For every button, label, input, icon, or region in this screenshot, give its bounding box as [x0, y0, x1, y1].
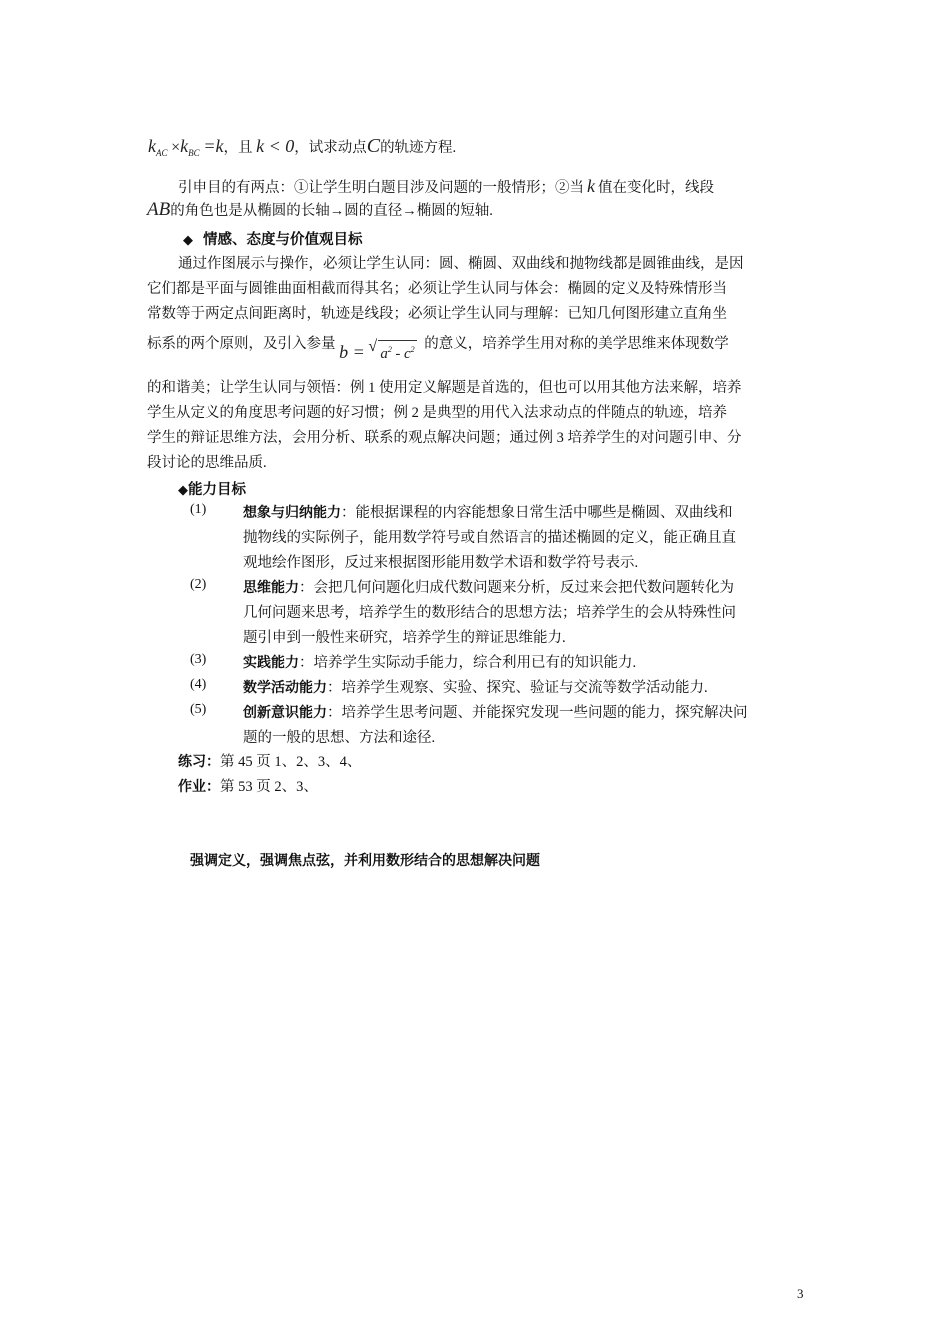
item-body [243, 675, 813, 701]
formula-minus: - [391, 346, 404, 362]
extension-text-1: 引申目的有两点：①让学生明白题目涉及问题的一般情形；②当 [178, 180, 584, 196]
item-number: (4) [190, 677, 207, 692]
sqrt-bar [378, 340, 416, 341]
homework-text: 第 53 页 2、3、 [220, 779, 318, 795]
emotion-line-2: 它们都是平面与圆锥曲面相截而得其名；必须让学生认同与体会：椭圆的定义及特殊情形当 [147, 281, 727, 297]
item-body [243, 650, 813, 676]
page-number: 3 [797, 1286, 804, 1301]
item-text-line: 几何问题来思考，培养学生的数形结合的思想方法；培养学生的会从特殊性问 [243, 605, 736, 621]
times-symbol: × [171, 139, 181, 156]
item-number: (2) [190, 577, 207, 592]
formula-c: c [404, 346, 411, 362]
formula-a: a [380, 346, 388, 362]
item-text-line: 观地绘作图形，反过来根据图形能用数学术语和数学符号表示. [243, 555, 639, 571]
math-k: k [587, 176, 595, 196]
item-number: (1) [190, 502, 207, 517]
item-body [243, 575, 813, 651]
extension-line-2 [147, 200, 493, 221]
item-title: 创新意识能力 [243, 704, 327, 720]
item-body [243, 700, 813, 751]
item-text-line: ：能根据课程的内容能想象日常生活中哪些是椭圆、双曲线和 [341, 505, 733, 521]
emotion-line-4-text-b: 的意义，培养学生用对称的美学思维来体现数学 [424, 336, 729, 352]
item-text-line: 抛物线的实际例子，能用数学符号或自然语言的描述椭圆的定义，能正确且直 [243, 530, 736, 546]
diamond-bullet-icon: ◆ [178, 482, 188, 497]
emotion-line-5: 的和谐美；让学生认同与领悟：例 1 使用定义解题是首选的，但也可以用其他方法来解，培养 [147, 380, 742, 396]
item-title: 思维能力 [243, 579, 299, 595]
diamond-bullet-icon: ◆ [183, 232, 193, 247]
math-ab: AB [147, 199, 171, 220]
formula-eq: =k [203, 136, 224, 156]
homework-line [178, 776, 318, 797]
item-text-line: ：会把几何问题化归成代数问题来分析，反过来会把代数问题转化为 [299, 580, 734, 596]
item-text-line: ：培养学生思考问题、并能探究发现一些问题的能力，探究解决问 [327, 705, 748, 721]
item-body [243, 500, 813, 576]
item-title: 数学活动能力 [243, 679, 327, 695]
homework-label: 作业： [178, 778, 220, 794]
emotion-line-8: 段讨论的思维品质. [147, 455, 267, 471]
practice-label: 练习： [178, 753, 220, 769]
ability-heading-text: 能力目标 [188, 482, 246, 498]
emotion-line-4-text-a: 标系的两个原则，及引入参量 [147, 336, 336, 352]
sqrt-icon: √ [368, 338, 378, 355]
formula-kbc: $k_{BC}$ [180, 136, 200, 158]
emotion-line-4 [147, 330, 729, 362]
text-and: ，且 [223, 140, 253, 156]
item-title: 想象与归纳能力 [243, 504, 341, 520]
parameter-formula [339, 340, 415, 364]
condition-line [148, 136, 456, 163]
practice-line [178, 751, 361, 772]
sqrt-expression [368, 340, 414, 364]
formula-kac: $k_{AC}$ [148, 136, 168, 158]
item-text-line: ：培养学生观察、实验、探究、验证与交流等数学活动能力. [327, 680, 708, 696]
formula-b: b = [339, 342, 365, 362]
extension-text-2: 值在变化时，线段 [598, 180, 714, 196]
text-trajectory: 的轨迹方程. [380, 140, 457, 156]
emotion-line-6: 学生从定义的角度思考问题的好习惯；例 2 是典型的用代入法求动点的伴随点的轨迹，培养 [147, 405, 727, 421]
item-text-line: ：培养学生实际动手能力，综合利用已有的知识能力. [299, 655, 637, 671]
item-number: (5) [190, 702, 207, 717]
emotion-heading-text: 情感、态度与价值观目标 [203, 232, 363, 248]
extension-line-1 [178, 176, 714, 198]
emotion-line-3: 常数等于两定点间距离时，轨迹是线段；必须让学生认同与理解：已知几何图形建立直角坐 [147, 306, 727, 322]
emotion-line-7: 学生的辩证思维方法，会用分析、联系的观点解决问题；通过例 3 培养学生的对问题引申、分 [147, 430, 742, 446]
text-find: ，试求动点 [294, 140, 367, 156]
point-c: C [366, 135, 381, 157]
formula-c-exp: 2 [410, 345, 415, 354]
item-number: (3) [190, 652, 207, 667]
emotion-heading [183, 228, 363, 249]
practice-text: 第 45 页 1、2、3、4、 [220, 754, 362, 770]
emotion-line-1: 通过作图展示与操作，必须让学生认同：圆、椭圆、双曲线和抛物线都是圆锥曲线，是因 [178, 256, 744, 272]
formula-ineq: k < 0 [256, 136, 295, 156]
summary-text: 强调定义，强调焦点弦，并利用数形结合的思想解决问题 [190, 852, 540, 868]
item-text-line: 题的一般的思想、方法和途径. [243, 730, 436, 746]
ability-heading [178, 478, 246, 499]
item-title: 实践能力 [243, 654, 299, 670]
extension-text-3: 的角色也是从椭圆的长轴→圆的直径→椭圆的短轴. [170, 203, 493, 219]
item-text-line: 题引申到一般性来研究，培养学生的辩证思维能力. [243, 630, 566, 646]
formula-a-exp: 2 [387, 345, 392, 354]
